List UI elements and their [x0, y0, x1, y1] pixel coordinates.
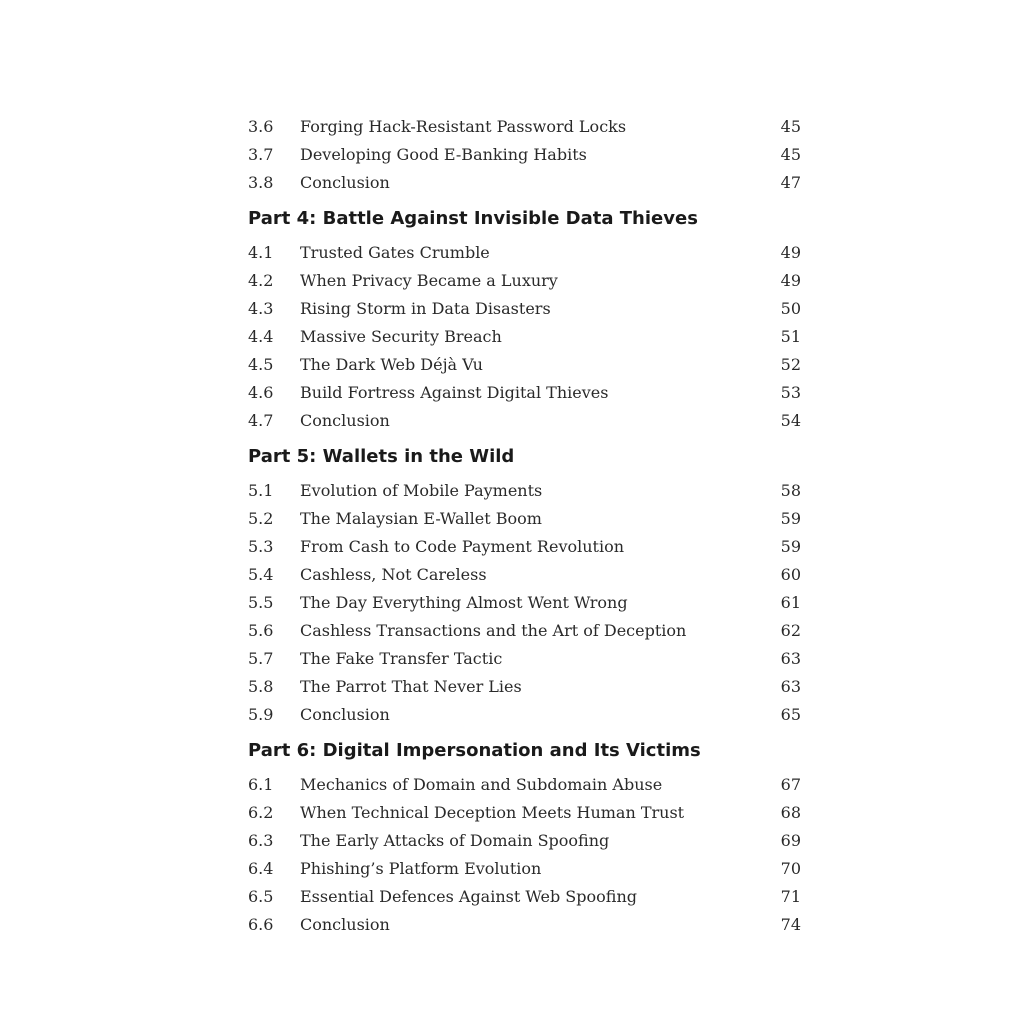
entry-title: Conclusion [300, 411, 390, 430]
toc-entry [248, 827, 801, 855]
toc-entry [248, 799, 801, 827]
entry-title: Cashless, Not Careless [300, 565, 487, 584]
entry-page: 70 [780, 859, 801, 878]
entry-title: Trusted Gates Crumble [300, 243, 490, 262]
toc-entry [248, 295, 801, 323]
entry-page: 71 [780, 887, 801, 906]
entry-number: 6.4 [248, 859, 274, 878]
entry-number: 4.2 [248, 271, 274, 290]
toc-entry [248, 561, 801, 589]
toc-entry [248, 911, 801, 939]
entry-title: Developing Good E-Banking Habits [300, 145, 587, 164]
entry-number: 5.4 [248, 565, 274, 584]
entry-page: 63 [780, 677, 801, 696]
entry-number: 6.5 [248, 887, 274, 906]
toc-entry [248, 267, 801, 295]
entry-title: Conclusion [300, 705, 390, 724]
entry-page: 49 [780, 243, 801, 262]
entry-title: From Cash to Code Payment Revolution [300, 537, 625, 556]
toc-entry [248, 477, 801, 505]
entry-page: 52 [780, 355, 801, 374]
entry-title: Essential Defences Against Web Spoofing [300, 887, 637, 906]
entry-number: 5.7 [248, 649, 274, 668]
entry-number: 4.6 [248, 383, 274, 402]
entry-page: 47 [780, 173, 801, 192]
toc-entry [248, 169, 801, 197]
entry-number: 3.6 [248, 117, 274, 136]
entry-page: 74 [780, 915, 801, 934]
entry-page: 67 [780, 775, 801, 794]
entry-title: When Privacy Became a Luxury [300, 271, 558, 290]
entry-number: 4.1 [248, 243, 274, 262]
toc-entry [248, 141, 801, 169]
entry-page: 65 [780, 705, 801, 724]
entry-page: 53 [780, 383, 801, 402]
table-of-contents [248, 113, 801, 939]
entry-page: 45 [780, 117, 801, 136]
entry-title: Phishing’s Platform Evolution [300, 859, 542, 878]
entry-number: 5.8 [248, 677, 274, 696]
toc-entry [248, 855, 801, 883]
toc-entry [248, 505, 801, 533]
entry-title: The Malaysian E-Wallet Boom [300, 509, 542, 528]
entry-number: 6.3 [248, 831, 274, 850]
entry-page: 59 [780, 537, 801, 556]
entry-number: 5.1 [248, 481, 274, 500]
entry-page: 50 [780, 299, 801, 318]
entry-title: Conclusion [300, 173, 390, 192]
entry-number: 3.7 [248, 145, 274, 164]
entry-number: 4.4 [248, 327, 274, 346]
entry-title: The Parrot That Never Lies [300, 677, 522, 696]
entry-title: Cashless Transactions and the Art of Deception [300, 621, 687, 640]
entry-page: 60 [780, 565, 801, 584]
entry-title: The Early Attacks of Domain Spoofing [300, 831, 610, 850]
entry-number: 5.5 [248, 593, 274, 612]
entry-title: The Dark Web Déjà Vu [300, 355, 483, 374]
entry-page: 63 [780, 649, 801, 668]
entry-page: 62 [780, 621, 801, 640]
toc-entry [248, 645, 801, 673]
part-heading: Part 5: Wallets in the Wild [248, 446, 515, 467]
toc-entry [248, 771, 801, 799]
entry-number: 4.5 [248, 355, 274, 374]
entry-number: 6.6 [248, 915, 274, 934]
entry-title: Massive Security Breach [300, 327, 502, 346]
toc-entry [248, 239, 801, 267]
entry-page: 58 [780, 481, 801, 500]
entry-title: The Fake Transfer Tactic [300, 649, 503, 668]
entry-page: 68 [780, 803, 801, 822]
entry-page: 69 [780, 831, 801, 850]
entry-title: Evolution of Mobile Payments [300, 481, 543, 500]
part-heading: Part 6: Digital Impersonation and Its Victims [248, 740, 701, 761]
entry-page: 49 [780, 271, 801, 290]
entry-page: 59 [780, 509, 801, 528]
entry-title: When Technical Deception Meets Human Trust [300, 803, 685, 822]
entry-title: Forging Hack-Resistant Password Locks [300, 117, 627, 136]
toc-entry [248, 407, 801, 435]
entry-title: Rising Storm in Data Disasters [300, 299, 551, 318]
entry-page: 45 [780, 145, 801, 164]
entry-number: 6.2 [248, 803, 274, 822]
entry-page: 61 [780, 593, 801, 612]
part-heading: Part 4: Battle Against Invisible Data Thieves [248, 208, 698, 229]
entry-title: Conclusion [300, 915, 390, 934]
toc-entry [248, 379, 801, 407]
toc-entry [248, 883, 801, 911]
toc-entry [248, 701, 801, 729]
entry-title: Build Fortress Against Digital Thieves [300, 383, 609, 402]
entry-number: 6.1 [248, 775, 274, 794]
toc-entry [248, 351, 801, 379]
entry-number: 3.8 [248, 173, 274, 192]
entry-number: 5.3 [248, 537, 274, 556]
toc-entry [248, 617, 801, 645]
entry-number: 5.6 [248, 621, 274, 640]
toc-entry [248, 589, 801, 617]
entry-number: 4.7 [248, 411, 274, 430]
toc-entry [248, 323, 801, 351]
toc-entry [248, 113, 801, 141]
entry-number: 5.9 [248, 705, 274, 724]
entry-number: 5.2 [248, 509, 274, 528]
entry-page: 51 [780, 327, 801, 346]
entry-title: Mechanics of Domain and Subdomain Abuse [300, 775, 663, 794]
entry-title: The Day Everything Almost Went Wrong [300, 593, 628, 612]
toc-entry [248, 533, 801, 561]
toc-entry [248, 673, 801, 701]
entry-number: 4.3 [248, 299, 274, 318]
entry-page: 54 [780, 411, 801, 430]
